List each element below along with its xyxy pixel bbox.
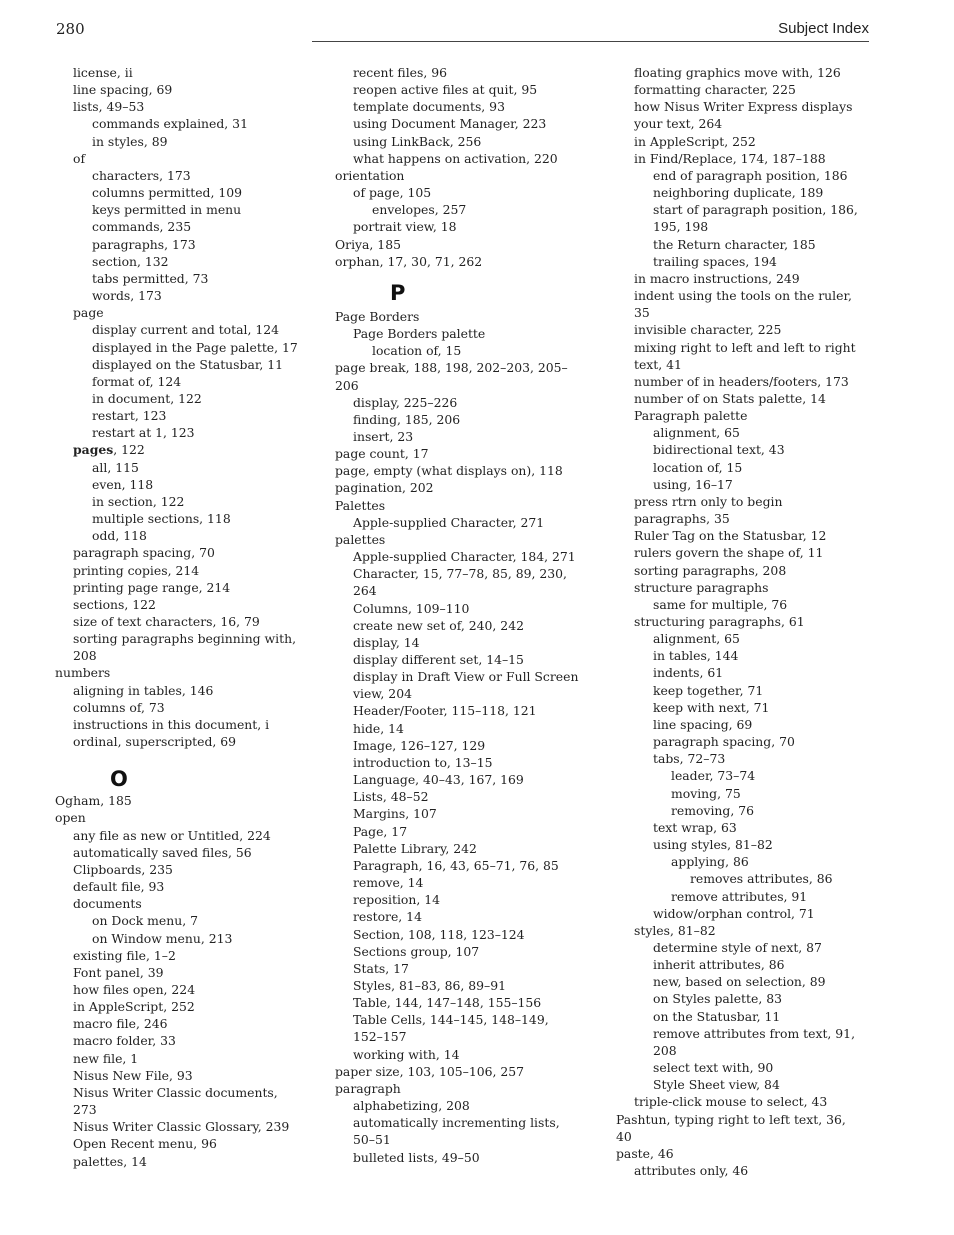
- index-entry: Open Recent menu, 96: [73, 1136, 217, 1152]
- index-entry: bidirectional text, 43: [653, 442, 785, 458]
- index-entry: Styles, 81–83, 86, 89–91: [353, 977, 506, 993]
- index-entry: paragraph spacing, 70: [653, 734, 795, 750]
- index-entry: numbers: [55, 665, 111, 681]
- index-entry: section, 132: [92, 253, 169, 269]
- index-entry: new file, 1: [73, 1050, 139, 1066]
- index-entry: lists, 49–53: [73, 99, 145, 115]
- index-entry: Pashtun, typing right to left text, 36,: [616, 1111, 846, 1127]
- index-entry: macro folder, 33: [73, 1033, 176, 1049]
- index-entry: styles, 81–82: [634, 922, 716, 938]
- index-entry: macro file, 246: [73, 1016, 168, 1032]
- index-entry: Apple-supplied Character, 271: [353, 514, 545, 530]
- index-entry: Sections group, 107: [353, 943, 480, 959]
- index-entry: palettes: [335, 531, 386, 547]
- index-entry: reposition, 14: [353, 892, 440, 908]
- index-entry: 40: [616, 1128, 632, 1144]
- index-entry: Columns, 109–110: [353, 600, 470, 616]
- index-entry: line spacing, 69: [653, 716, 753, 732]
- index-entry: using LinkBack, 256: [353, 133, 482, 149]
- index-entry: aligning in tables, 146: [73, 682, 214, 698]
- page-number: 280: [56, 20, 85, 38]
- index-entry: keep together, 71: [653, 682, 764, 698]
- index-entry: formatting character, 225: [634, 82, 796, 98]
- index-entry: structure paragraphs: [634, 579, 769, 595]
- index-letter-heading: P: [390, 280, 406, 305]
- index-entry: Apple-supplied Character, 184, 271: [353, 549, 576, 565]
- index-entry: Ogham, 185: [55, 793, 132, 809]
- index-entry: number of on Stats palette, 14: [634, 390, 826, 406]
- index-entry: existing file, 1–2: [73, 947, 176, 963]
- index-entry: same for multiple, 76: [653, 596, 788, 612]
- index-entry: Clipboards, 235: [73, 861, 173, 877]
- index-entry: commands explained, 31: [92, 116, 248, 132]
- index-entry: remove, 14: [353, 875, 424, 891]
- index-entry: new, based on selection, 89: [653, 974, 826, 990]
- index-entry: paragraphs, 173: [92, 236, 196, 252]
- index-entry: text wrap, 63: [653, 819, 737, 835]
- index-entry: Lists, 48–52: [353, 789, 429, 805]
- index-entry: default file, 93: [73, 879, 165, 895]
- index-entry: sections, 122: [73, 596, 156, 612]
- index-entry: location of, 15: [653, 459, 743, 475]
- index-entry: tabs, 72–73: [653, 751, 726, 767]
- index-entry: using, 16–17: [653, 476, 733, 492]
- index-entry: Style Sheet view, 84: [653, 1077, 780, 1093]
- index-entry: Image, 126–127, 129: [353, 737, 486, 753]
- index-entry: end of paragraph position, 186: [653, 167, 848, 183]
- index-entry: display in Draft View or Full Screen: [353, 669, 579, 685]
- index-entry: multiple sections, 118: [92, 511, 231, 527]
- index-entry: 35: [634, 305, 650, 321]
- index-entry: portrait view, 18: [353, 219, 457, 235]
- index-entry: in document, 122: [92, 390, 202, 406]
- index-entry: Paragraph, 16, 43, 65–71, 76, 85: [353, 857, 559, 873]
- index-entry: of: [73, 150, 86, 166]
- index-entry: open: [55, 810, 86, 826]
- index-entry: in tables, 144: [653, 648, 739, 664]
- index-entry: restore, 14: [353, 909, 422, 925]
- index-column-1: [55, 64, 300, 1170]
- index-entry: instructions in this document, i: [73, 716, 270, 732]
- index-entry: columns permitted, 109: [92, 185, 243, 201]
- index-column-2: [335, 64, 585, 1166]
- index-entry: in styles, 89: [92, 133, 168, 149]
- index-entry: 208: [653, 1042, 677, 1058]
- index-entry: 264: [353, 583, 377, 599]
- index-entry: widow/orphan control, 71: [653, 905, 815, 921]
- index-entry: indent using the tools on the ruler,: [634, 288, 852, 304]
- index-entry: display current and total, 124: [92, 322, 280, 338]
- index-entry: words, 173: [92, 288, 162, 304]
- index-entry: applying, 86: [671, 854, 749, 870]
- index-entry: paragraph spacing, 70: [73, 545, 215, 561]
- index-entry: Paragraph palette: [634, 408, 748, 424]
- index-entry: Oriya, 185: [335, 236, 401, 252]
- index-entry: alignment, 65: [653, 631, 740, 647]
- running-header: Subject Index: [778, 20, 869, 37]
- index-entry: in AppleScript, 252: [73, 999, 195, 1015]
- index-entry: documents: [73, 896, 142, 912]
- index-entry: display, 225–226: [353, 394, 458, 410]
- index-entry: in Find/Replace, 174, 187–188: [634, 150, 826, 166]
- index-entry: in section, 122: [92, 493, 185, 509]
- index-entry: Ruler Tag on the Statusbar, 12: [634, 528, 827, 544]
- index-entry: invisible character, 225: [634, 322, 782, 338]
- index-entry: paragraph: [335, 1080, 401, 1096]
- index-entry: automatically saved files, 56: [73, 844, 252, 860]
- index-entry: introduction to, 13–15: [353, 754, 493, 770]
- index-entry: page break, 188, 198, 202–203, 205–: [335, 360, 568, 376]
- index-entry: Language, 40–43, 167, 169: [353, 772, 524, 788]
- index-entry: display different set, 14–15: [353, 652, 524, 667]
- index-entry: all, 115: [92, 459, 139, 475]
- index-entry: Nisus Writer Classic Glossary, 239: [73, 1119, 290, 1135]
- index-entry: removes attributes, 86: [690, 871, 833, 887]
- index-entry: on Dock menu, 7: [92, 913, 198, 929]
- index-entry: orientation: [335, 167, 405, 183]
- index-entry: template documents, 93: [353, 99, 505, 115]
- index-entry: the Return character, 185: [653, 236, 816, 252]
- index-entry: Palettes: [335, 497, 386, 513]
- index-entry: 273: [73, 1102, 97, 1118]
- index-entry: finding, 185, 206: [353, 411, 461, 427]
- index-entry: automatically incrementing lists,: [353, 1115, 560, 1131]
- header-rule: [312, 41, 869, 42]
- index-entry: paper size, 103, 105–106, 257: [335, 1063, 525, 1079]
- index-entry: insert, 23: [353, 428, 414, 444]
- index-column-3: [616, 64, 866, 1179]
- index-entry: working with, 14: [353, 1046, 460, 1062]
- index-term-pages: , 122: [113, 442, 145, 458]
- index-entry: commands, 235: [92, 219, 192, 235]
- index-entry: Character, 15, 77–78, 85, 89, 230,: [353, 566, 567, 582]
- index-entry: sorting paragraphs beginning with,: [73, 631, 297, 647]
- index-entry: any file as new or Untitled, 224: [73, 827, 271, 843]
- index-entry: on Window menu, 213: [92, 930, 233, 946]
- index-entry: Header/Footer, 115–118, 121: [353, 703, 537, 719]
- index-entry: license, ii: [73, 65, 133, 80]
- index-entry: structuring paragraphs, 61: [634, 614, 805, 629]
- index-entry: using Document Manager, 223: [353, 116, 547, 132]
- index-entry: of page, 105: [353, 185, 432, 201]
- index-entry: displayed on the Statusbar, 11: [92, 356, 284, 372]
- index-entry: Page, 17: [353, 823, 408, 839]
- index-entry: recent files, 96: [353, 65, 447, 80]
- index-entry: triple-click mouse to select, 43: [634, 1094, 828, 1110]
- index-entry: determine style of next, 87: [653, 939, 822, 955]
- index-entry: sorting paragraphs, 208: [634, 562, 787, 578]
- index-entry: neighboring duplicate, 189: [653, 185, 824, 201]
- index-term-bold: pages: [73, 442, 114, 458]
- index-entry: Margins, 107: [353, 806, 437, 822]
- index-entry: text, 41: [634, 356, 682, 372]
- index-entry: Page Borders: [335, 308, 420, 324]
- index-entry: Nisus Writer Classic documents,: [73, 1084, 278, 1100]
- index-entry: how Nisus Writer Express displays: [634, 99, 853, 115]
- index-entry: pagination, 202: [335, 480, 434, 496]
- index-entry: Palette Library, 242: [353, 840, 477, 856]
- index-entry: in AppleScript, 252: [634, 133, 756, 149]
- index-entry: page, empty (what displays on), 118: [335, 463, 563, 479]
- index-entry: printing page range, 214: [73, 579, 231, 595]
- index-entry: even, 118: [92, 476, 154, 492]
- index-entry: what happens on activation, 220: [353, 150, 558, 166]
- index-entry: 206: [335, 377, 359, 393]
- index-entry: size of text characters, 16, 79: [73, 614, 260, 629]
- index-entry: Table, 144, 147–148, 155–156: [353, 995, 542, 1011]
- index-entry: remove attributes, 91: [671, 888, 808, 904]
- index-entry: start of paragraph position, 186,: [653, 202, 858, 218]
- index-entry: on the Statusbar, 11: [653, 1008, 781, 1024]
- index-entry: 50–51: [353, 1132, 391, 1148]
- index-entry: 152–157: [353, 1029, 407, 1045]
- index-entry: printing copies, 214: [73, 562, 200, 578]
- index-entry: page: [73, 305, 104, 321]
- index-entry: palettes, 14: [73, 1153, 147, 1169]
- index-entry: orphan, 17, 30, 71, 262: [335, 253, 483, 269]
- index-entry: Table Cells, 144–145, 148–149,: [353, 1012, 549, 1028]
- index-entry: trailing spaces, 194: [653, 253, 777, 269]
- index-entry: keep with next, 71: [653, 699, 770, 715]
- index-entry: ordinal, superscripted, 69: [73, 734, 237, 750]
- index-entry: alignment, 65: [653, 425, 740, 441]
- index-entry: reopen active files at quit, 95: [353, 82, 538, 98]
- index-entry: odd, 118: [92, 528, 147, 544]
- index-entry: display, 14: [353, 634, 420, 650]
- index-entry: remove attributes from text, 91,: [653, 1025, 856, 1041]
- index-entry: removing, 76: [671, 802, 754, 818]
- index-entry: restart at 1, 123: [92, 425, 195, 441]
- index-entry: number of in headers/footers, 173: [634, 373, 849, 389]
- index-entry: mixing right to left and left to right: [634, 339, 856, 355]
- index-entry: envelopes, 257: [372, 202, 467, 218]
- index-entry: characters, 173: [92, 167, 191, 183]
- index-letter-heading: O: [110, 767, 128, 792]
- index-entry: leader, 73–74: [671, 768, 756, 784]
- index-entry: Stats, 17: [353, 960, 409, 976]
- index-entry: Nisus New File, 93: [73, 1067, 193, 1083]
- index-entry: how files open, 224: [73, 981, 196, 997]
- index-entry: Page Borders palette: [353, 326, 486, 342]
- index-entry: Font panel, 39: [73, 964, 164, 980]
- index-entry: page count, 17: [335, 446, 429, 462]
- index-entry: using styles, 81–82: [653, 837, 773, 853]
- index-entry: location of, 15: [372, 343, 462, 359]
- index-entry: select text with, 90: [653, 1060, 774, 1076]
- index-entry: alphabetizing, 208: [353, 1098, 470, 1114]
- index-entry: [55, 441, 300, 458]
- index-entry: format of, 124: [92, 373, 182, 389]
- index-entry: paste, 46: [616, 1145, 674, 1161]
- index-entry: press rtrn only to begin: [634, 493, 783, 509]
- index-entry: view, 204: [353, 686, 412, 702]
- index-entry: inherit attributes, 86: [653, 957, 785, 973]
- index-entry: 195, 198: [653, 219, 709, 235]
- index-entry: columns of, 73: [73, 699, 165, 715]
- index-entry: in macro instructions, 249: [634, 270, 800, 286]
- index-entry: restart, 123: [92, 408, 167, 424]
- index-entry: displayed in the Page palette, 17: [92, 339, 298, 355]
- index-entry: create new set of, 240, 242: [353, 617, 524, 633]
- index-entry: paragraphs, 35: [634, 511, 730, 527]
- index-entry: hide, 14: [353, 720, 404, 736]
- index-entry: floating graphics move with, 126: [634, 65, 841, 80]
- index-entry: line spacing, 69: [73, 82, 173, 98]
- index-entry: indents, 61: [653, 665, 724, 681]
- index-entry: rulers govern the shape of, 11: [634, 545, 824, 561]
- index-entry: moving, 75: [671, 785, 741, 801]
- index-entry: Section, 108, 118, 123–124: [353, 926, 525, 942]
- index-entry: keys permitted in menu: [92, 202, 242, 218]
- index-entry: your text, 264: [634, 116, 723, 132]
- index-entry: on Styles palette, 83: [653, 991, 782, 1007]
- index-entry: attributes only, 46: [634, 1163, 749, 1178]
- index-entry: bulleted lists, 49–50: [353, 1149, 480, 1165]
- index-entry: tabs permitted, 73: [92, 270, 209, 286]
- index-entry: 208: [73, 648, 97, 664]
